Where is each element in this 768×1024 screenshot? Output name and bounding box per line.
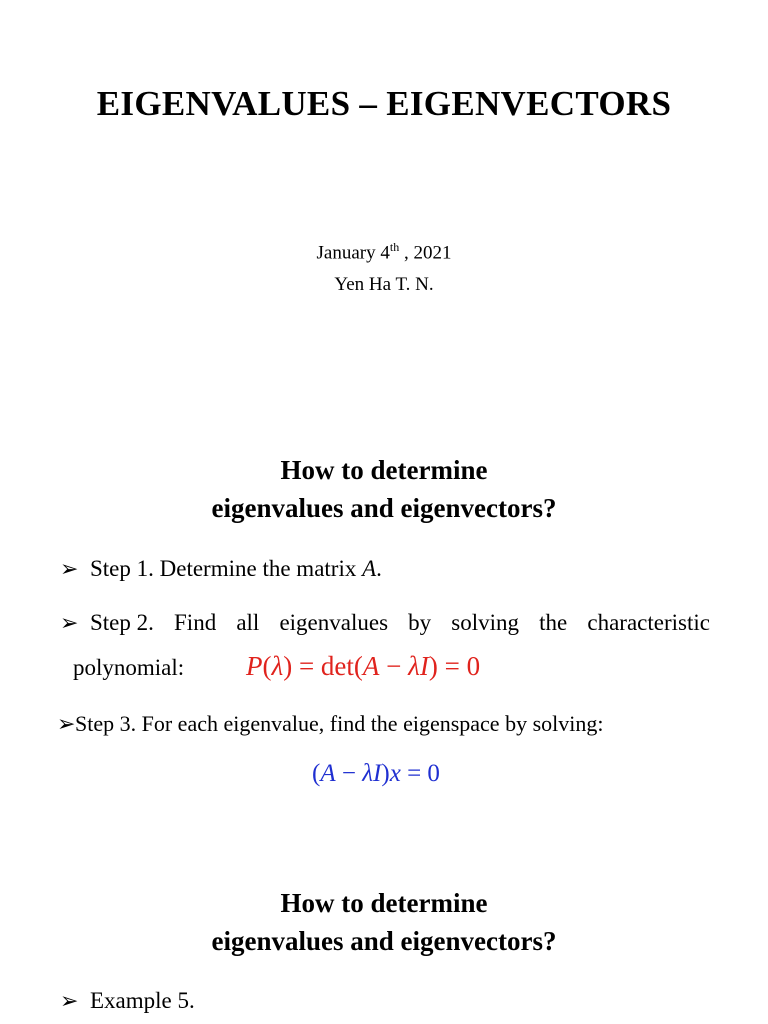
step2-line1 [60,610,710,636]
step1-text: Step 1. Determine the matrix [90,556,363,581]
section1-heading-line1: How to determine [280,455,488,485]
example-text: Example 5. [90,988,195,1013]
formula1-eq: = det [292,651,354,681]
formula1-p: P [246,651,263,681]
date [0,240,768,264]
step3-text: Step 3. For each eigenvalue, find the eigenspace by solving: [75,711,604,736]
step2-word: characteristic [587,610,710,635]
formula2-i: I [373,760,382,787]
formula2-rest: = 0 [400,760,440,787]
step2-word: all [236,610,260,635]
section2-heading-line2: eigenvalues and eigenvectors? [211,926,557,956]
formula1-minus: − [379,651,409,681]
step1-item [60,556,382,582]
formula2-minus: − [335,760,363,787]
step3-item [57,711,603,737]
step2-word: eigenvalues [279,610,389,635]
step2-word: Find [174,610,217,635]
section1-heading [0,451,768,527]
bullet-arrow-icon: ➢ [60,988,79,1013]
formula2-a: A [320,760,336,787]
characteristic-polynomial-formula: P(λ) = det(A − λI) = 0 [246,651,481,681]
step2-line2: polynomial: [73,655,185,680]
section2-heading [0,884,768,960]
date-text: January 4 [316,242,390,264]
step2-word: solving [451,610,520,635]
formula1-a: A [362,651,380,681]
bullet-arrow-icon: ➢ [60,556,79,581]
formula2-x: x [389,760,401,787]
step2-item [60,610,710,636]
formula1-lambda2: λ [408,651,420,681]
eigenspace-formula: (A − λI)x = 0 [312,760,440,787]
formula1-rest: = 0 [437,651,481,681]
bullet-arrow-icon: ➢ [60,610,79,635]
example-item [60,988,195,1014]
author: Yen Ha T. N. [334,274,434,295]
bullet-arrow-icon: ➢ [57,711,76,736]
step1-end: . [376,556,382,581]
step2-word: by [408,610,432,635]
formula1-lambda: λ [271,651,284,681]
step2-word: the [539,610,568,635]
step2-word: ➢ Step 2. [60,610,154,635]
date-suffix: , 2021 [399,242,452,264]
formula1-i: I [419,651,429,681]
page-title: EIGENVALUES – EIGENVECTORS [96,84,672,123]
step1-var: A [362,556,377,581]
section2-heading-line1: How to determine [280,888,488,918]
date-superscript: th [389,240,400,254]
formula2-lambda: λ [362,760,374,787]
section1-heading-line2: eigenvalues and eigenvectors? [211,493,557,523]
